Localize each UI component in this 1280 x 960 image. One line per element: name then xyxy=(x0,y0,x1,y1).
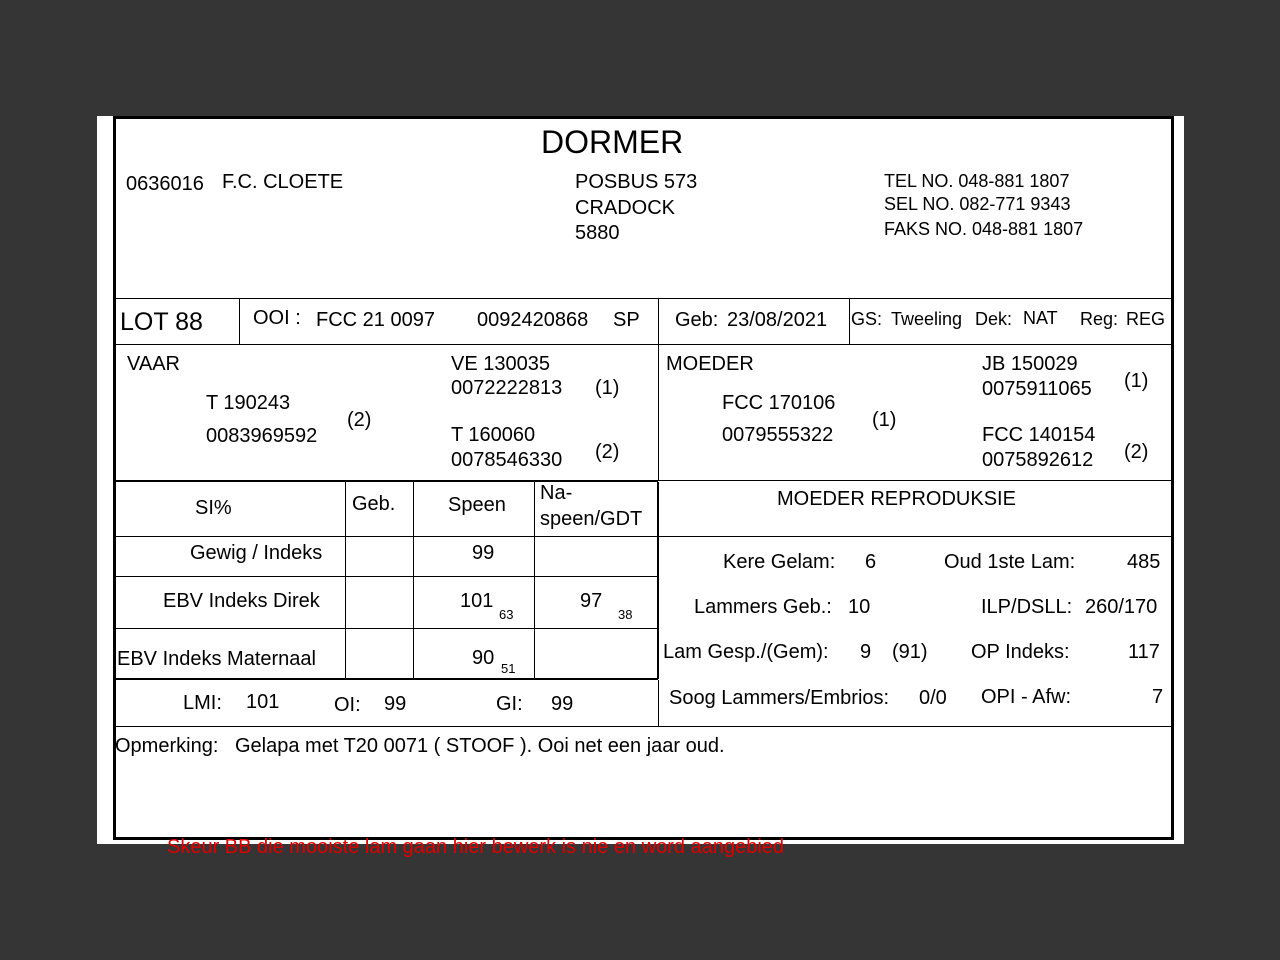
lot-divider-1 xyxy=(239,298,240,344)
ooi-reg: 0092420868 xyxy=(477,309,589,331)
ooi-grade: SP xyxy=(613,309,640,331)
breed-title: DORMER xyxy=(541,124,684,160)
moeder-label: MOEDER xyxy=(666,353,754,375)
kere-label: Kere Gelam: xyxy=(723,551,836,573)
lmi-value: 101 xyxy=(246,691,280,713)
card-left-border xyxy=(113,116,116,840)
lammers-label: Lammers Geb.: xyxy=(694,596,832,618)
cell-number: SEL NO. 082-771 9343 xyxy=(884,194,1071,214)
pedigree-bottom-left-line xyxy=(113,480,658,482)
breeder-id: 0636016 xyxy=(126,173,204,195)
soog-value: 0/0 xyxy=(919,687,947,709)
si-header-si: SI% xyxy=(195,497,232,519)
address-line-2: CRADOCK xyxy=(575,197,676,219)
si-header-geb: Geb. xyxy=(352,493,396,515)
si-row-label-gewig: Gewig / Indeks xyxy=(190,542,323,564)
footer-red-note: Skeur BB die mooiste lam gaan hier bewerk is nie en word aangebied xyxy=(167,836,785,858)
reg-label: Reg: xyxy=(1080,309,1119,329)
lot-row-bottom-line xyxy=(113,344,1174,345)
si-row-line-4 xyxy=(113,678,658,680)
gs-value: Tweeling xyxy=(891,309,963,329)
si-row-label-direk: EBV Indeks Direk xyxy=(163,590,320,612)
dek-label: Dek: xyxy=(975,309,1013,329)
opi-value: 7 xyxy=(1152,686,1164,708)
vaar-grand1-reg: 0072222813 xyxy=(451,377,563,399)
lmi-label: LMI: xyxy=(183,692,222,714)
si-row-line-2 xyxy=(113,576,658,577)
lot-card xyxy=(97,116,1184,858)
soog-label: Soog Lammers/Embrios: xyxy=(669,687,890,709)
si-col-line-1 xyxy=(345,482,346,679)
ilp-label: ILP/DSLL: xyxy=(981,596,1073,618)
si-header-naspeen-2: speen/GDT xyxy=(540,508,643,530)
moeder-dam-reg: 0079555322 xyxy=(722,424,834,446)
op-label: OP Indeks: xyxy=(971,641,1070,663)
moeder-grand2-reg: 0075892612 xyxy=(982,449,1094,471)
gi-label: GI: xyxy=(496,693,523,715)
card-right-border xyxy=(1171,116,1174,840)
moeder-grand1-code: (1) xyxy=(1124,370,1149,392)
si-row-gewig-speen: 99 xyxy=(472,542,495,564)
si-header-speen: Speen xyxy=(448,494,506,516)
reproduction-title: MOEDER REPRODUKSIE xyxy=(777,488,1016,510)
lot-number: LOT 88 xyxy=(120,308,203,336)
ooi-id: FCC 21 0097 xyxy=(316,309,435,331)
vaar-grand2-reg: 0078546330 xyxy=(451,449,563,471)
vaar-grand2-code: (2) xyxy=(595,441,620,463)
vaar-grand2-id: T 160060 xyxy=(451,424,536,446)
gesp-label: Lam Gesp./(Gem): xyxy=(663,641,829,663)
card-top-border xyxy=(113,116,1174,119)
si-row-label-maternaal: EBV Indeks Maternaal xyxy=(117,648,316,670)
gs-label: GS: xyxy=(851,309,883,329)
si-col-line-3 xyxy=(534,482,535,679)
oi-value: 99 xyxy=(384,693,407,715)
kere-value: 6 xyxy=(865,551,877,573)
vaar-grand1-id: VE 130035 xyxy=(451,353,550,375)
address-line-3: 5880 xyxy=(575,222,620,244)
moeder-dam-code: (1) xyxy=(872,409,897,431)
dek-value: NAT xyxy=(1023,308,1058,328)
gesp-value: 9 xyxy=(860,641,872,663)
stats-bottom-line xyxy=(113,726,1174,727)
geb-label: Geb: xyxy=(675,309,719,331)
si-header-naspeen-1: Na- xyxy=(540,482,573,504)
si-row-direk-naspeen-sub: 38 xyxy=(618,607,633,622)
si-row-direk-speen: 101 xyxy=(460,590,494,612)
si-col-line-4 xyxy=(657,482,659,679)
ilp-value: 260/170 xyxy=(1085,596,1158,618)
vaar-sire-code: (2) xyxy=(347,409,372,431)
oud-label: Oud 1ste Lam: xyxy=(944,551,1076,573)
si-row-direk-speen-sub: 63 xyxy=(499,607,514,622)
breeder-name: F.C. CLOETE xyxy=(222,171,344,193)
si-row-maternaal-speen-sub: 51 xyxy=(501,661,516,676)
pedigree-divider xyxy=(658,344,659,481)
moeder-grand1-id: JB 150029 xyxy=(982,353,1078,375)
vaar-label: VAAR xyxy=(127,353,180,375)
lot-divider-2 xyxy=(658,298,659,344)
pedigree-bottom-right-line xyxy=(658,480,1174,481)
lammers-value: 10 xyxy=(848,596,871,618)
si-row-line-3 xyxy=(113,628,658,629)
reg-value: REG xyxy=(1126,309,1166,329)
si-col-line-2 xyxy=(413,482,414,679)
remark-text: Gelapa met T20 0071 ( STOOF ). Ooi net een jaar oud. xyxy=(235,735,725,757)
gesp-average: (91) xyxy=(892,641,928,663)
stats-divider xyxy=(658,680,659,726)
moeder-grand2-id: FCC 140154 xyxy=(982,424,1096,446)
gi-value: 99 xyxy=(551,693,574,715)
oud-value: 485 xyxy=(1127,551,1161,573)
si-row-maternaal-speen: 90 xyxy=(472,647,495,669)
vaar-grand1-code: (1) xyxy=(595,377,620,399)
opi-label: OPI - Afw: xyxy=(981,686,1072,708)
vaar-sire-reg: 0083969592 xyxy=(206,425,318,447)
remark-label: Opmerking: xyxy=(115,735,219,757)
lot-divider-3 xyxy=(849,298,850,344)
lot-row-top-line xyxy=(113,298,1174,299)
moeder-grand2-code: (2) xyxy=(1124,441,1149,463)
si-row-line-1 xyxy=(113,536,1174,537)
tel-number: TEL NO. 048-881 1807 xyxy=(884,171,1070,191)
ooi-label: OOI : xyxy=(253,307,301,329)
address-line-1: POSBUS 573 xyxy=(575,171,698,193)
geb-date: 23/08/2021 xyxy=(727,309,828,331)
vaar-sire-id: T 190243 xyxy=(206,392,291,414)
oi-label: OI: xyxy=(334,694,361,716)
si-row-direk-naspeen: 97 xyxy=(580,590,603,612)
op-value: 117 xyxy=(1128,641,1160,663)
fax-number: FAKS NO. 048-881 1807 xyxy=(884,219,1084,239)
moeder-dam-id: FCC 170106 xyxy=(722,392,836,414)
moeder-grand1-reg: 0075911065 xyxy=(982,378,1092,400)
